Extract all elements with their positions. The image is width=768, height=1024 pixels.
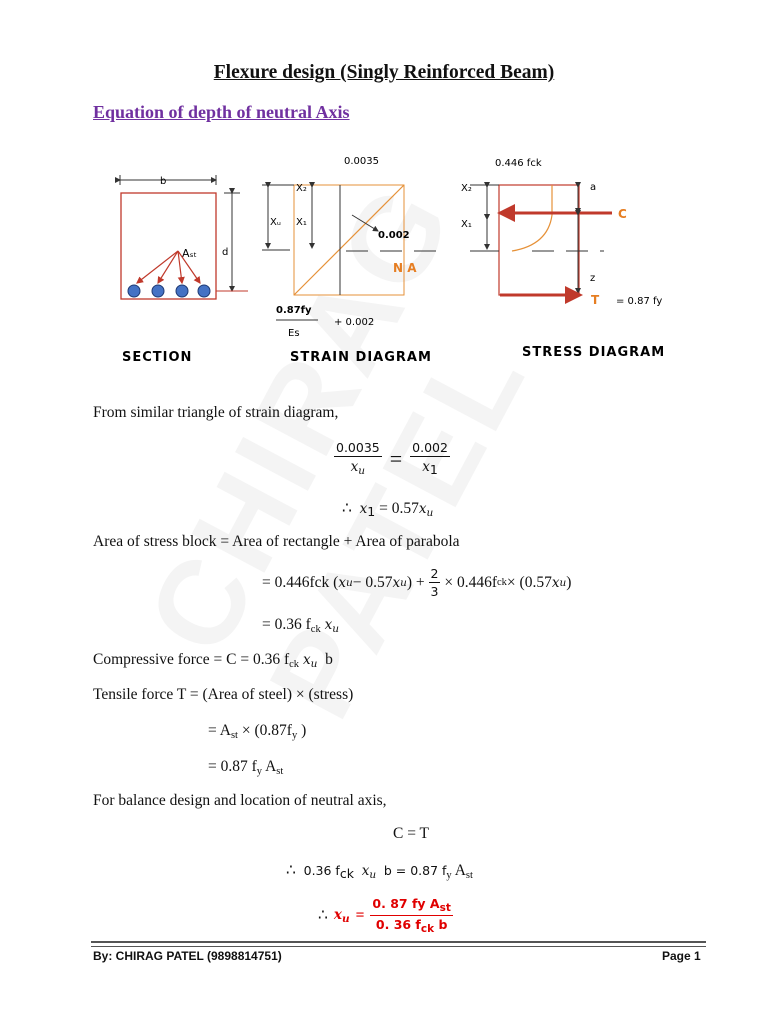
d-label: d xyxy=(222,247,229,258)
text-compressive-force: Compressive force = C = 0.36 $f_{ck}$ $x_u$ b xyxy=(93,651,333,670)
stress-z-label: z xyxy=(590,273,596,284)
beam-section-rect xyxy=(121,193,216,299)
beam-diagram xyxy=(0,145,768,375)
strain-top-value: 0.0035 xyxy=(344,156,379,167)
equation-tensile-1: = $A_{st} \times (0.87f_y$ ) xyxy=(208,722,307,741)
stress-t-value: = 0.87 fy xyxy=(616,296,663,307)
strain-x1-label: X₁ xyxy=(296,217,307,228)
page-title: Flexure design (Singly Reinforced Beam) xyxy=(213,62,555,83)
section-diagram xyxy=(120,175,248,365)
strain-bottom-plus: + 0.002 xyxy=(334,317,375,328)
stress-a-label: a xyxy=(590,182,597,193)
text-balance-design: For balance design and location of neutral axis, xyxy=(93,792,387,809)
stress-diagram xyxy=(461,158,665,360)
rebar-3 xyxy=(176,285,188,297)
equation-x1: ∴ $x_1 = 0.57x_u$ xyxy=(342,500,434,519)
watermark xyxy=(120,38,668,740)
stress-caption: STRESS DIAGRAM xyxy=(522,345,666,360)
equation-area-result: = 0.36 $f_{ck}$ $x_u$ xyxy=(262,616,339,635)
footer-rule-thin xyxy=(91,946,706,947)
section-caption: SECTION xyxy=(122,350,193,365)
text-tensile-force: Tensile force T = (Area of steel) × (stress) xyxy=(93,686,354,703)
strain-bottom-num: 0.87fy xyxy=(276,305,312,316)
equation-neutral-axis-result: ∴ $x_u$ = $\frac{0. 87 fy A_{st}}{0. 36 f_{ck} b}$ xyxy=(318,896,451,935)
equation-ratio: $\frac{0.0035}{x_u}$ = $\frac{0.002}{x_1}$ xyxy=(336,440,448,477)
stress-t-label: T xyxy=(591,293,600,307)
equation-tensile-2: = 0.87 $f_y$ $A_{st}$ xyxy=(208,758,284,777)
strain-bottom-den: Es xyxy=(288,328,300,339)
ast-label: Aₛₜ xyxy=(182,247,197,260)
stress-c-label: C xyxy=(618,207,627,221)
footer-author: By: CHIRAG PATEL (9898814751) xyxy=(93,949,282,963)
rebar-2 xyxy=(152,285,164,297)
strain-caption: STRAIN DIAGRAM xyxy=(290,350,432,365)
strain-mid-value: 0.002 xyxy=(378,230,410,241)
text-area-stress-block: Area of stress block = Area of rectangle + Area of parabola xyxy=(93,533,460,550)
strain-diagram xyxy=(262,156,446,365)
stress-top-value: 0.446 fck xyxy=(495,158,542,169)
b-label: b xyxy=(160,176,167,187)
na-label: N A xyxy=(393,261,417,275)
stress-x1-label: X₁ xyxy=(461,219,472,230)
equation-balance: ∴ 0.36 $f_{ck}$ $x_u$ b = 0.87 $f_y$ $A_{st}$ xyxy=(286,862,473,881)
equation-c-equals-t: C = T xyxy=(393,825,430,842)
strain-x2-label: X₂ xyxy=(296,183,307,194)
section-heading: Equation of depth of neutral Axis xyxy=(93,102,350,122)
footer-rule xyxy=(91,941,706,943)
equation-area: = 0.446fck ( x u − 0.57 x u ) + $\frac{2}{3}$ × 0.446f ck × (0.57 x u ) xyxy=(262,566,572,599)
rebar-4 xyxy=(198,285,210,297)
footer-page-number: Page 1 xyxy=(662,949,701,963)
stress-x2-label: X₂ xyxy=(461,183,472,194)
rebar-1 xyxy=(128,285,140,297)
strain-xu-label: Xᵤ xyxy=(270,217,281,228)
text-similar-triangle: From similar triangle of strain diagram, xyxy=(93,404,339,421)
